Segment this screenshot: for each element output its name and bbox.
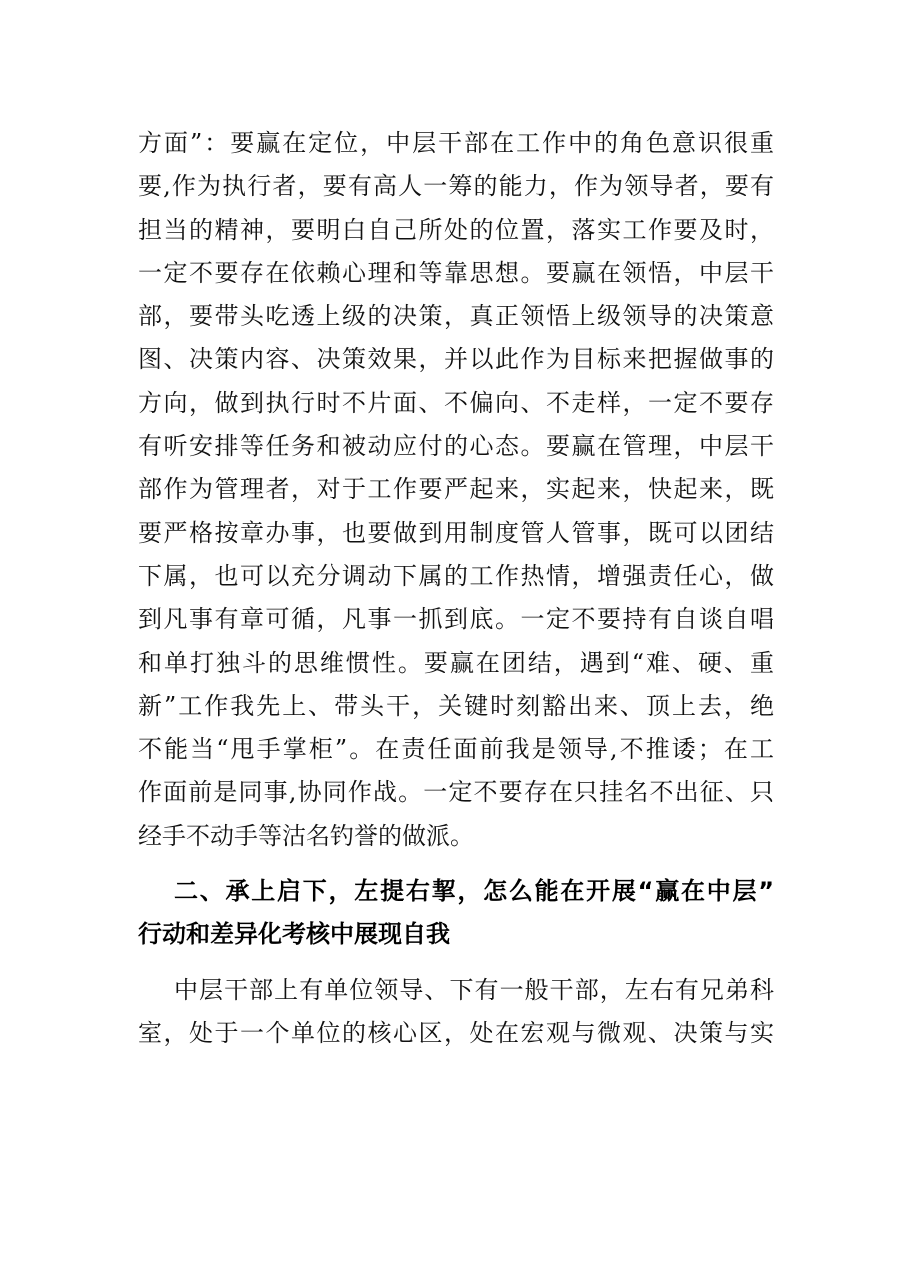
text-line: 下属，也可以充分调动下属的工作热情，增强责任心，做 bbox=[138, 561, 774, 590]
text-line: 和单打独斗的思维惯性。要赢在团结，遇到“难、硬、重 bbox=[138, 648, 774, 677]
paragraph-1 bbox=[138, 122, 774, 858]
paragraph-gap bbox=[138, 957, 774, 969]
text-line: 一定不要存在依赖心理和等靠思想。要赢在领悟，中层干 bbox=[138, 258, 774, 287]
text-line: 图、决策内容、决策效果，并以此作为目标来把握做事的 bbox=[138, 345, 774, 374]
text-line: 担当的精神，要明白自己所处的位置，落实工作要及时， bbox=[138, 215, 774, 244]
paragraph-2 bbox=[138, 969, 774, 1056]
text-line: 要严格按章办事，也要做到用制度管人管事，既可以团结 bbox=[138, 518, 774, 547]
text-line: 中层干部上有单位领导、下有一般干部，左右有兄弟科 bbox=[174, 975, 774, 1004]
text-line: 方向，做到执行时不片面、不偏向、不走样，一定不要存 bbox=[138, 388, 774, 417]
text-line: 不能当“甩手掌柜”。在责任面前我是领导,不推诿；在工 bbox=[138, 735, 774, 764]
heading-line: 二、承上启下，左提右挈，怎么能在开展“赢在中层” bbox=[174, 877, 774, 906]
text-line: 经手不动手等沽名钓誉的做派。 bbox=[138, 821, 474, 850]
text-line: 部作为管理者，对于工作要严起来，实起来，快起来，既 bbox=[138, 475, 774, 504]
text-line: 要,作为执行者，要有高人一筹的能力，作为领导者，要有 bbox=[138, 172, 774, 201]
text-line: 有听安排等任务和被动应付的心态。要赢在管理，中层干 bbox=[138, 432, 774, 461]
text-line: 方面”：要赢在定位，中层干部在工作中的角色意识很重 bbox=[138, 129, 774, 157]
text-line: 新”工作我先上、带头干，关键时刻豁出来、顶上去，绝 bbox=[138, 691, 774, 720]
document-body bbox=[138, 122, 774, 1055]
text-line: 室，处于一个单位的核心区，处在宏观与微观、决策与实 bbox=[138, 1018, 774, 1047]
section-heading-2 bbox=[138, 870, 774, 957]
text-line: 到凡事有章可循，凡事一抓到底。一定不要持有自谈自唱 bbox=[138, 605, 774, 634]
text-line: 作面前是同事,协同作战。一定不要存在只挂名不出征、只 bbox=[138, 778, 774, 807]
paragraph-gap bbox=[138, 858, 774, 870]
heading-line: 行动和差异化考核中展现自我 bbox=[138, 920, 450, 949]
text-line: 部，要带头吃透上级的决策，真正领悟上级领导的决策意 bbox=[138, 302, 774, 331]
